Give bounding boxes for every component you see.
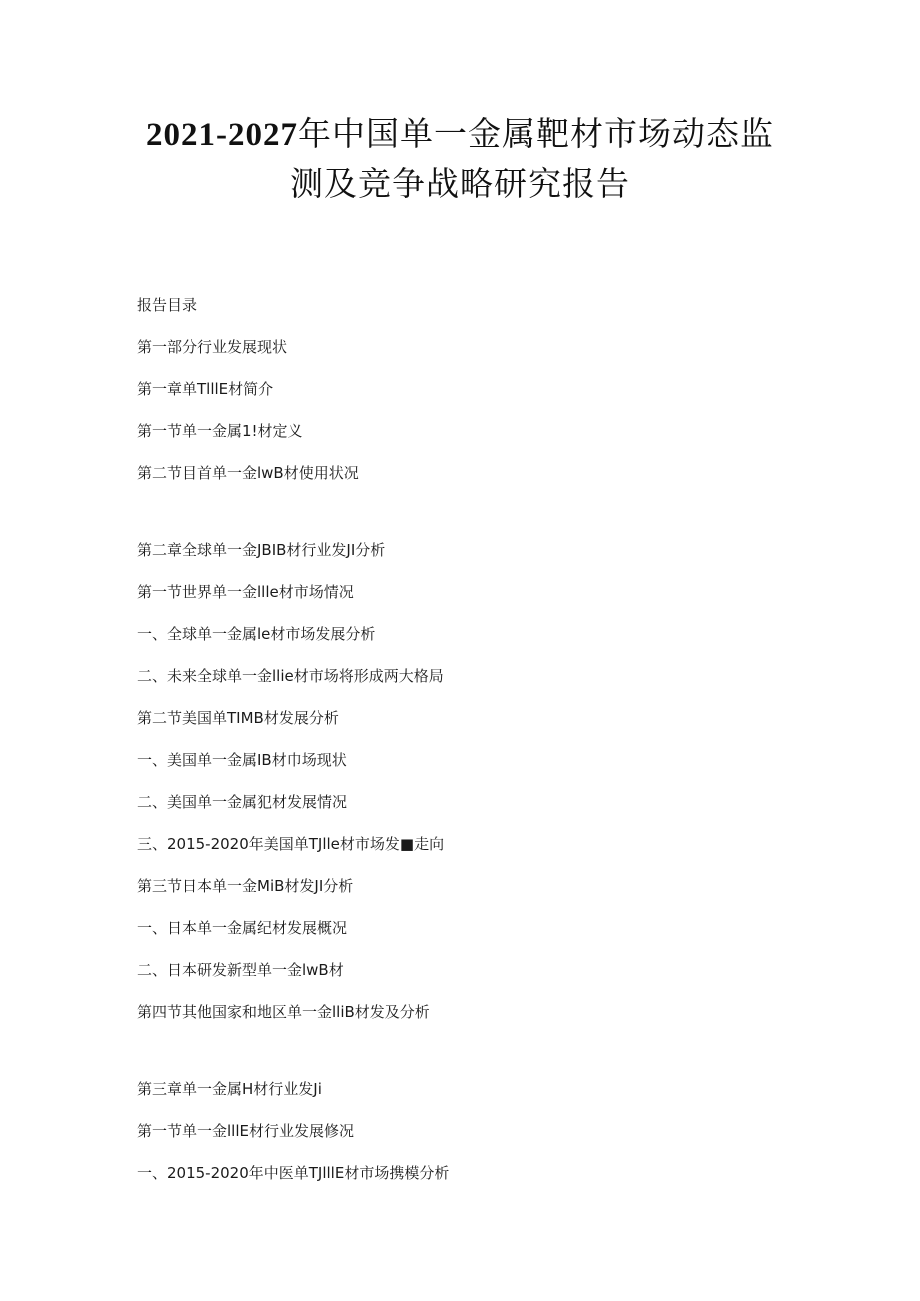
toc-chapter: 第一章单TlllE材简介 bbox=[137, 380, 274, 398]
toc-subsection: 一、美国单一金属IB材巾场现状 bbox=[137, 751, 347, 769]
toc-section: 第三节日本单一金MiB材发JI分析 bbox=[137, 877, 354, 895]
toc-subsection: 二、美国单一金属犯材发展情况 bbox=[137, 793, 348, 811]
toc-section: 第一节世界单一金llle材市场情况 bbox=[137, 583, 354, 601]
toc-subsection: 二、日本研发新型单一金lwB材 bbox=[137, 961, 344, 979]
toc-part: 第一部分行业发展现状 bbox=[137, 338, 288, 356]
toc-section: 第二节美国单TIMB材发展分析 bbox=[137, 709, 339, 727]
report-title-line-1 bbox=[0, 114, 920, 155]
toc-chapter: 第二章全球单一金JBIB材行业发JI分析 bbox=[137, 541, 386, 559]
toc-heading: 报告目录 bbox=[137, 296, 198, 314]
toc-chapter: 第三章单一金属H材行业发Ji bbox=[137, 1080, 322, 1098]
toc-subsection: 三、2015-2020年美国单TJlle材市场发■走向 bbox=[137, 835, 445, 853]
toc-subsection: 一、全球单一金属le材市场发展分析 bbox=[137, 625, 376, 643]
toc-subsection: 一、2015-2020年中医单TJlllE材市场携模分析 bbox=[137, 1164, 450, 1182]
report-title-text: 年中国单一金属靶材市场动态监 bbox=[298, 114, 774, 153]
toc-subsection: 二、未来全球单一金llie材市场将形成两大格局 bbox=[137, 667, 444, 685]
report-title-year-range: 2021-2027 bbox=[146, 117, 298, 153]
toc-subsection: 一、日本单一金属纪材发展概况 bbox=[137, 919, 348, 937]
report-title-line-2: 测及竞争战略研究报告 bbox=[290, 164, 630, 203]
toc-section: 第二节目首单一金lwB材使用状况 bbox=[137, 464, 359, 482]
toc-section: 第四节其他国家和地区单一金lliB材发及分析 bbox=[137, 1003, 430, 1021]
toc-section: 第一节单一金lllE材行业发展修况 bbox=[137, 1122, 354, 1140]
toc-section: 第一节单一金属1!材定义 bbox=[137, 422, 303, 440]
